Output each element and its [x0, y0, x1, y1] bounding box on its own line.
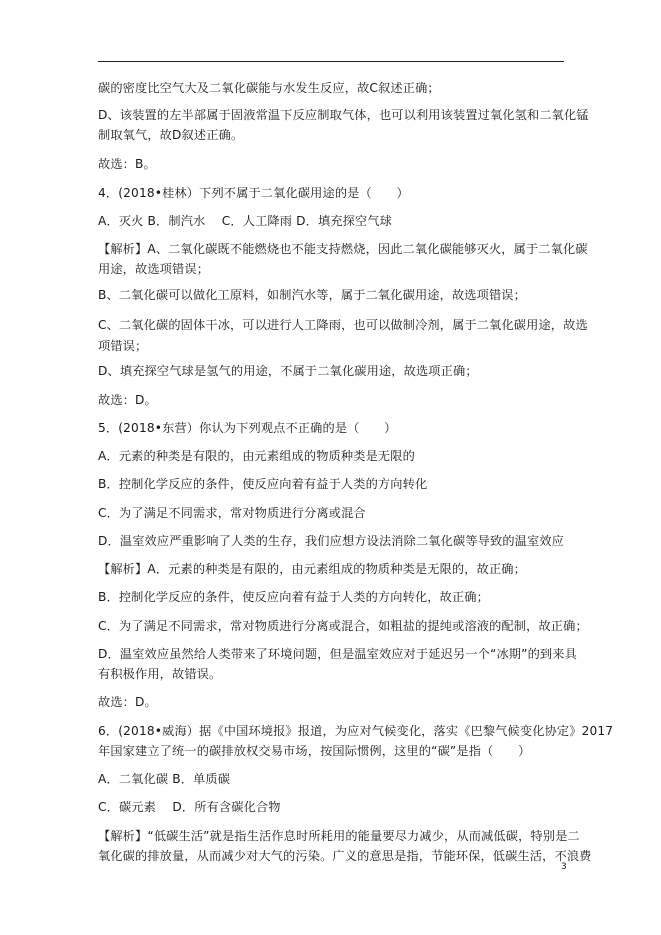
- text-line: 氧化碳的排放量，从而减少对大气的污染。广义的意思是指，节能环保，低碳生活，不浪费: [98, 849, 592, 863]
- text-line: 项错误；: [98, 339, 148, 353]
- text-line: 【解析】A、二氧化碳既不能燃烧也不能支持燃烧，因此二氧化碳能够灭火，属于二氧化碳: [98, 242, 588, 256]
- text-line: 有积极作用，故错误。: [98, 667, 222, 681]
- text-line: D．温室效应虽然给人类带来了环境问题，但是温室效应对于延迟另一个“冰期”的到来具: [98, 647, 577, 661]
- question-6-options-cd: C．碳元素 D．所有含碳化合物: [98, 800, 281, 814]
- question-5-option-d: D．温室效应严重影响了人类的生存，我们应想方设法消除二氧化碳等导致的温室效应: [98, 534, 565, 548]
- text-line: B．控制化学反应的条件，使反应向着有益于人类的方向转化，故正确；: [98, 590, 489, 604]
- text-line: 用途，故选项错误；: [98, 262, 210, 276]
- text-line: 【解析】A．元素的种类是有限的，由元素组成的物质种类是无限的，故正确；: [98, 562, 526, 576]
- question-5-option-b: B．控制化学反应的条件，使反应向着有益于人类的方向转化: [98, 477, 428, 491]
- text-line: 碳的密度比空气大及二氧化碳能与水发生反应，故C叙述正确；: [98, 81, 440, 95]
- question-6-options-ab: A．二氧化碳 B．单质碳: [98, 772, 231, 786]
- text-line: 【解析】“低碳生活”就是指生活作息时所耗用的能量要尽力减少，从而减低碳，特别是二: [98, 829, 580, 843]
- text-line: 制取氧气，故D叙述正确。: [98, 128, 244, 142]
- question-5-option-c: C．为了满足不同需求，常对物质进行分离或混合: [98, 506, 366, 520]
- text-line: C．为了满足不同需求，常对物质进行分离或混合，如粗盐的提纯或溶液的配制，故正确；: [98, 619, 588, 633]
- text-line: 故选：D。: [98, 393, 157, 407]
- text-line: D、该装置的左半部属于固液常温下反应制取气体，也可以利用该装置过氧化氢和二氧化锰: [98, 108, 589, 122]
- question-5-option-a: A．元素的种类是有限的，由元素组成的物质种类是无限的: [98, 449, 415, 463]
- page-number: 3: [561, 862, 567, 872]
- header-rule: [98, 61, 564, 62]
- question-6-stem: 6．(2018•威海）据《中国环境报》报道，为应对气候变化，落实《巴黎气候变化协定》2017: [98, 724, 614, 738]
- text-line: C、二氧化碳的固体干冰，可以进行人工降雨，也可以做制冷剂，属于二氧化碳用途，故选: [98, 318, 588, 332]
- text-line: D、填充探空气球是氢气的用途，不属于二氧化碳用途，故选项正确；: [98, 364, 478, 378]
- question-4-stem: 4．(2018•桂林）下列不属于二氧化碳用途的是（ ）: [98, 186, 409, 200]
- text-line: 故选：D。: [98, 695, 157, 709]
- text-line: 故选：B。: [98, 157, 156, 171]
- text-line: B、二氧化碳可以做化工原料，如制汽水等，属于二氧化碳用途，故选项错误；: [98, 288, 526, 302]
- question-6-stem-cont: 年国家建立了统一的碳排放权交易市场，按国际惯例，这里的“碳”是指（ ）: [98, 744, 531, 758]
- question-5-stem: 5．(2018•东营）你认为下列观点不正确的是（ ）: [98, 421, 397, 435]
- question-4-options: A．灭火 B．制汽水 C．人工降雨 D．填充探空气球: [98, 214, 393, 228]
